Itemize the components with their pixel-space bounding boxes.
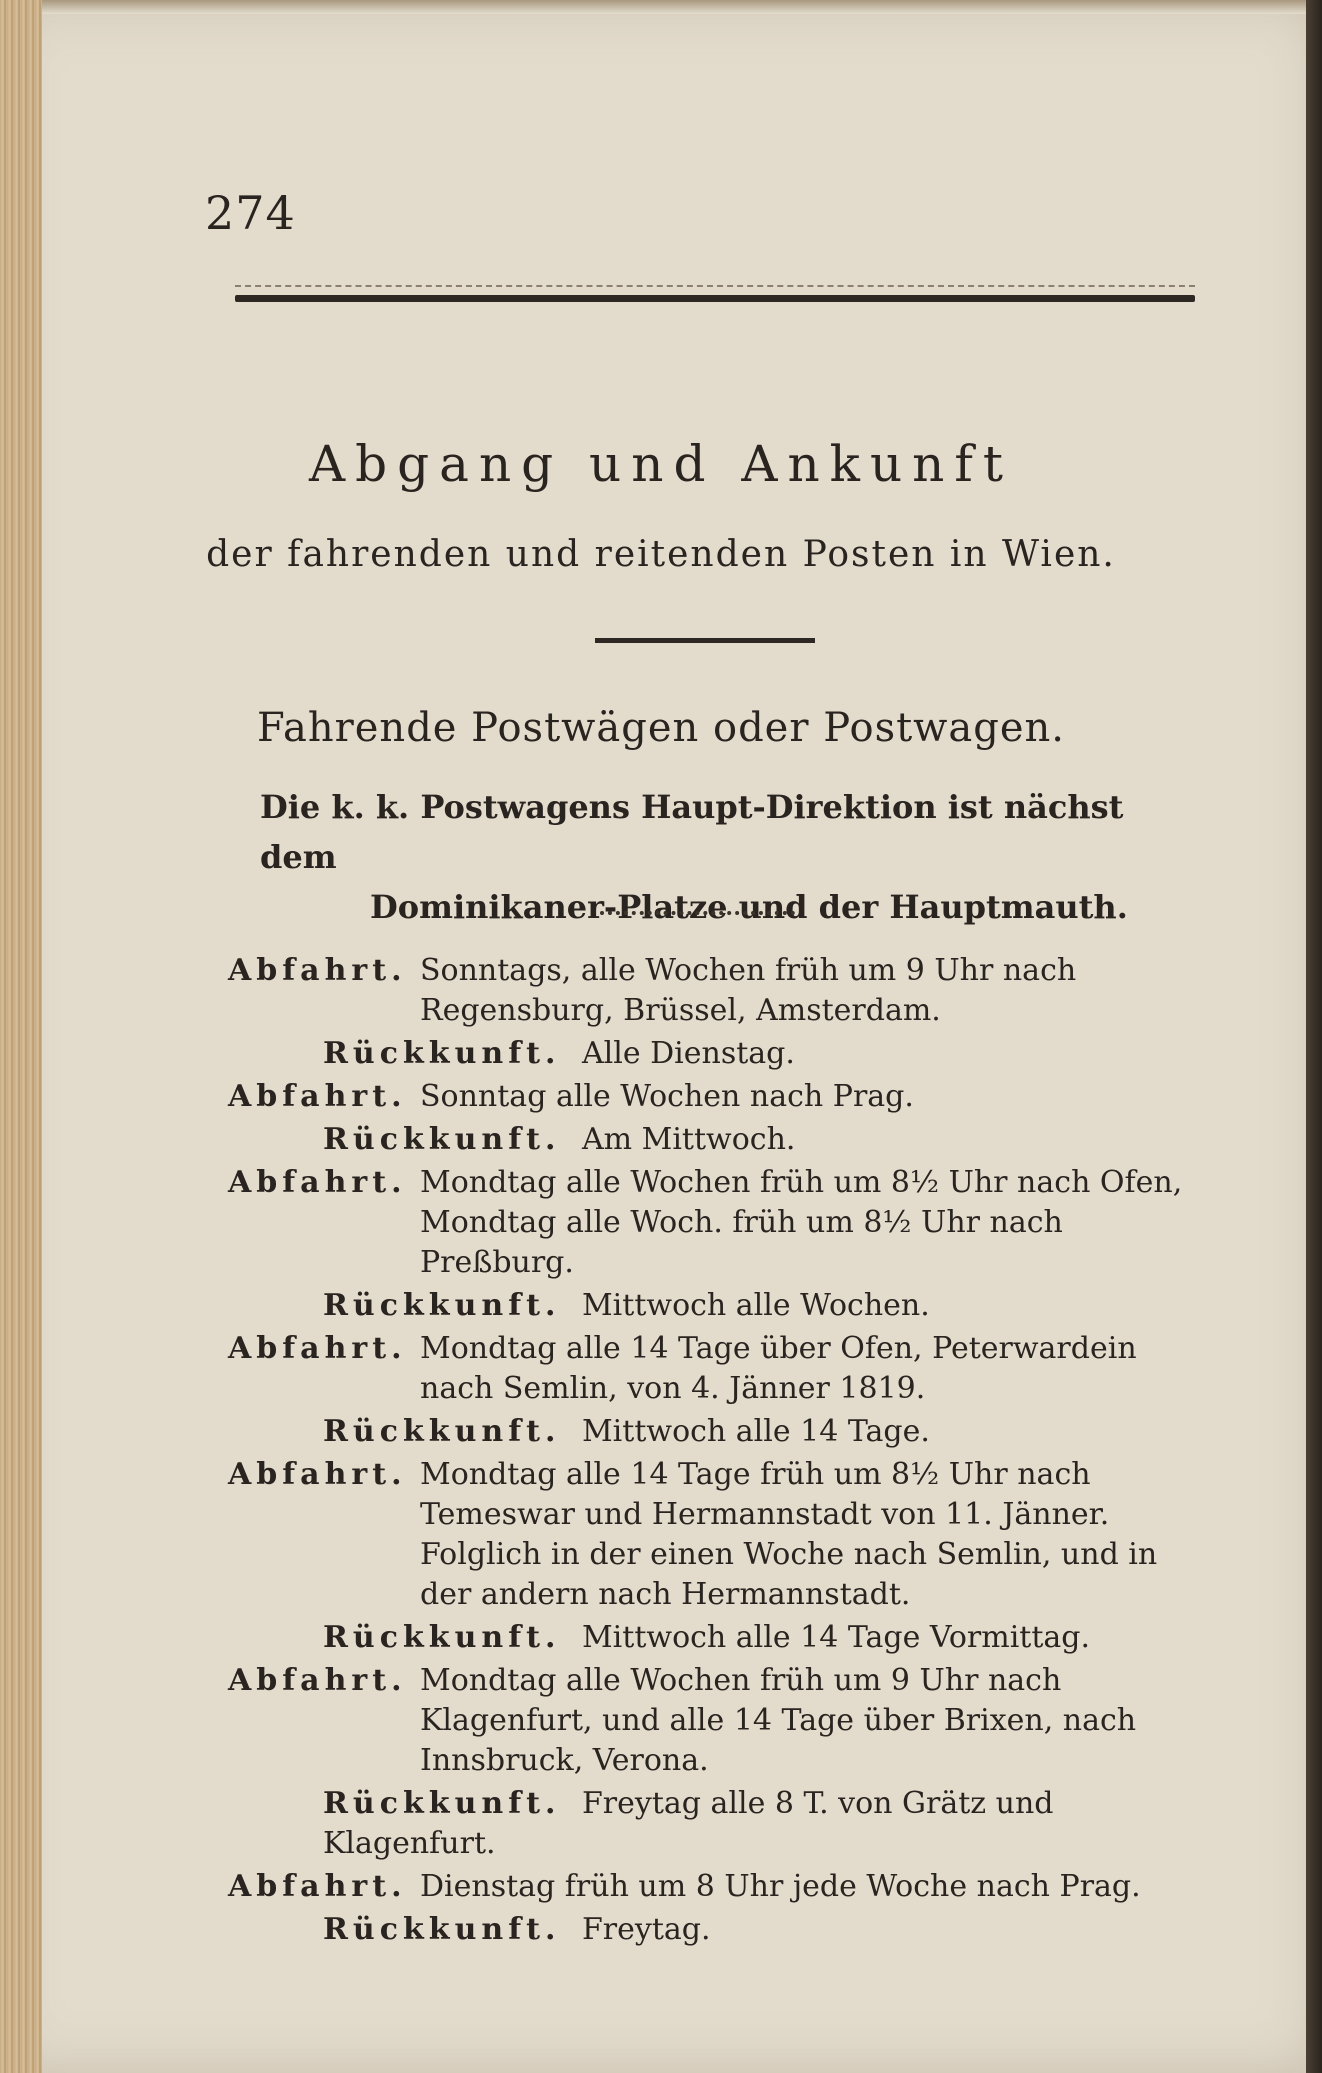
departure-label: Abfahrt. <box>228 1869 407 1904</box>
return-label: Rückkunft. <box>323 1036 561 1071</box>
return-text: Mittwoch alle 14 Tage Vormittag. <box>581 1620 1091 1655</box>
departure-text: Mondtag alle Wochen früh um 9 Uhr nach Klagenfurt, und alle 14 Tage über Brixen, nach Innsbruck, Verona. <box>420 1663 1137 1778</box>
page-edge-stack <box>0 0 42 2073</box>
return-text: Freytag alle 8 T. von Grätz und Klagenfurt. <box>323 1786 1054 1861</box>
return-line <box>323 1784 1208 1864</box>
return-text: Am Mittwoch. <box>581 1122 796 1157</box>
header-rule <box>235 295 1195 302</box>
departure-line <box>228 1455 1208 1615</box>
return-line <box>323 1286 1208 1326</box>
departure-label: Abfahrt. <box>228 1457 407 1492</box>
departure-label: Abfahrt. <box>228 1663 407 1698</box>
departure-line <box>228 1867 1208 1907</box>
header-dashed-rule <box>235 285 1195 289</box>
return-label: Rückkunft. <box>323 1786 561 1821</box>
return-line <box>323 1034 1208 1074</box>
schedule-entry <box>228 1455 1208 1658</box>
departure-label: Abfahrt. <box>228 953 407 988</box>
note-line-1: Die k. k. Postwagens Haupt-Direktion ist nächst dem <box>260 788 1124 876</box>
section-heading: Fahrende Postwägen oder Postwagen. <box>256 705 1066 751</box>
return-text: Alle Dienstag. <box>581 1036 795 1071</box>
departure-label: Abfahrt. <box>228 1331 407 1366</box>
schedule-entry <box>228 1661 1208 1864</box>
schedule-entry <box>228 1077 1208 1160</box>
page-top-shadow <box>42 0 1306 14</box>
departure-line <box>228 951 1208 1031</box>
return-line <box>323 1120 1208 1160</box>
schedule-list <box>228 948 1208 1950</box>
return-line <box>323 1910 1208 1950</box>
page-number: 274 <box>205 186 296 240</box>
departure-text: Dienstag früh um 8 Uhr jede Woche nach Prag. <box>420 1869 1141 1904</box>
departure-label: Abfahrt. <box>228 1165 407 1200</box>
page-subtitle: der fahrenden und reitenden Posten in Wien. <box>206 534 1116 575</box>
return-label: Rückkunft. <box>323 1122 561 1157</box>
departure-text: Sonntags, alle Wochen früh um 9 Uhr nach Regensburg, Brüssel, Amsterdam. <box>420 953 1077 1028</box>
departure-text: Mondtag alle 14 Tage früh um 8½ Uhr nach Temeswar und Hermannstadt von 11. Jänner. Folglich in der einen Woche nach Semlin, und in der andern nach Hermannstadt. <box>420 1457 1158 1612</box>
title-divider <box>595 638 815 643</box>
return-label: Rückkunft. <box>323 1912 561 1947</box>
return-line <box>323 1618 1208 1658</box>
departure-text: Mondtag alle 14 Tage über Ofen, Peterwardein nach Semlin, von 4. Jänner 1819. <box>420 1331 1137 1406</box>
return-line <box>323 1412 1208 1452</box>
return-label: Rückkunft. <box>323 1414 561 1449</box>
return-text: Mittwoch alle Wochen. <box>581 1288 930 1323</box>
dotted-divider <box>600 911 795 915</box>
departure-line <box>228 1329 1208 1409</box>
binding-shadow <box>1306 0 1322 2073</box>
schedule-entry <box>228 1163 1208 1326</box>
departure-text: Sonntag alle Wochen nach Prag. <box>420 1079 914 1114</box>
departure-line <box>228 1077 1208 1117</box>
departure-line <box>228 1163 1208 1283</box>
page-title: Abgang und Ankunft <box>309 435 1013 493</box>
note-line-2: Dominikaner-Platze und der Hauptmauth. <box>370 888 1128 926</box>
return-text: Mittwoch alle 14 Tage. <box>581 1414 930 1449</box>
return-label: Rückkunft. <box>323 1620 561 1655</box>
departure-text: Mondtag alle Wochen früh um 8½ Uhr nach Ofen, Mondtag alle Woch. früh um 8½ Uhr nach Preßburg. <box>420 1165 1183 1280</box>
direction-note <box>260 782 1210 932</box>
return-text: Freytag. <box>581 1912 711 1947</box>
departure-line <box>228 1661 1208 1781</box>
departure-label: Abfahrt. <box>228 1079 407 1114</box>
return-label: Rückkunft. <box>323 1288 561 1323</box>
schedule-entry <box>228 951 1208 1074</box>
schedule-entry <box>228 1867 1208 1950</box>
schedule-entry <box>228 1329 1208 1452</box>
